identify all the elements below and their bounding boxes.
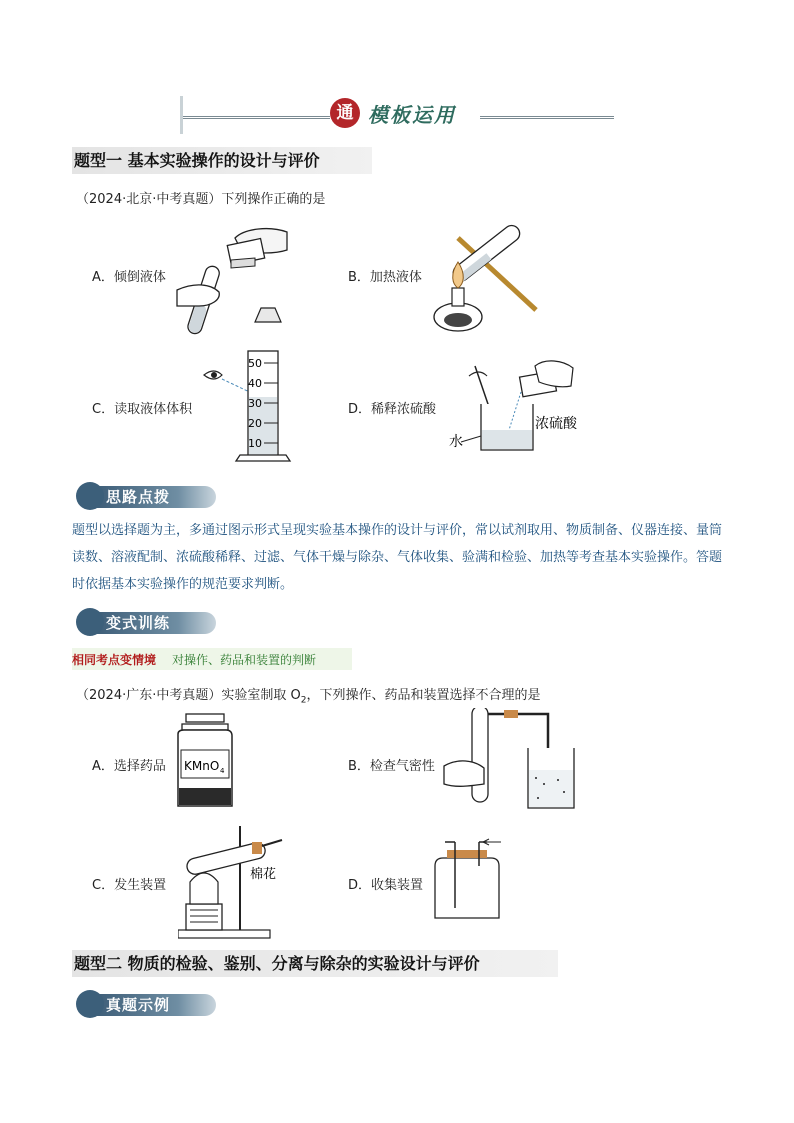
example-title: 真题示例: [106, 996, 171, 1014]
banner-rule-right: [480, 116, 614, 119]
tag-text: 对操作、药品和装置的判断: [172, 653, 317, 667]
question-2-post: ，下列操作、药品和装置选择不合理的是: [306, 688, 541, 703]
option-c: C．读取液体体积: [92, 402, 193, 417]
cylinder-tick-label: 30: [248, 397, 262, 410]
figure-reagent-bottle: [172, 712, 238, 812]
figure-heating-liquid: [418, 222, 548, 337]
cylinder-tick-label: 10: [248, 437, 262, 450]
flask-icon: [76, 608, 104, 636]
banner-badge: [330, 98, 470, 130]
tag-label: 相同考点变情境: [72, 653, 157, 667]
scenario-tag: [72, 648, 352, 670]
page-banner: [180, 96, 614, 134]
label-water: 水: [449, 434, 463, 450]
practice-option-a: A．选择药品: [92, 759, 166, 774]
figure-collection-bottle: [425, 836, 515, 922]
question-2-sub: 2: [300, 695, 307, 706]
figure-diluting-acid: [445, 358, 595, 458]
option-d: D．稀释浓硫酸: [348, 402, 437, 417]
question-2: [76, 684, 540, 706]
label-concentrated-acid: 浓硫酸: [535, 416, 577, 432]
banner-title: 模板运用: [368, 103, 456, 127]
badge-seal-icon: 通: [330, 98, 360, 128]
practice-option-c: C．发生装置: [92, 878, 167, 893]
question-1: （2024·北京·中考真题）下列操作正确的是: [76, 192, 326, 207]
practice-header: [76, 610, 222, 636]
practice-option-d: D．收集装置: [348, 878, 424, 893]
cylinder-tick-label: 20: [248, 417, 262, 430]
flask-icon: [76, 482, 104, 510]
figure-airtightness-check: [440, 708, 580, 816]
question-2-pre: （2024·广东·中考真题）实验室制取 O: [76, 688, 301, 703]
flask-icon: [76, 990, 104, 1018]
banner-rule-left: [180, 116, 330, 119]
tips-header: [76, 484, 222, 510]
figure-pouring-liquid: [175, 220, 295, 345]
cylinder-tick-label: 50: [248, 357, 262, 370]
label-cotton: 棉花: [250, 867, 277, 882]
practice-option-b: B．检查气密性: [348, 759, 435, 774]
section-heading-1: 题型一 基本实验操作的设计与评价: [72, 147, 372, 174]
banner-edge: [180, 96, 183, 134]
tips-title: 思路点拨: [106, 488, 171, 506]
bottle-label: KMnO: [184, 759, 220, 773]
bottle-label-sub: 4: [220, 767, 225, 775]
figure-reading-cylinder: [200, 345, 300, 470]
figure-generator-apparatus: [178, 822, 288, 940]
cylinder-tick-label: 40: [248, 377, 262, 390]
tips-paragraph: 题型以选择题为主，多通过图示形式呈现实验基本操作的设计与评价，常以试剂取用、物质制备、仪器连接、量筒读数、溶液配制、浓硫酸稀释、过滤、气体干燥与除杂、气体收集、验满和检验、加热等考查基本实验操作。答题时依据基本实验操作的规范要求判断。: [72, 523, 723, 592]
section-heading-2: 题型二 物质的检验、鉴别、分离与除杂的实验设计与评价: [72, 950, 558, 977]
example-header: [76, 992, 222, 1018]
option-b: B．加热液体: [348, 270, 422, 285]
option-a: A．倾倒液体: [92, 270, 166, 285]
practice-title: 变式训练: [106, 614, 171, 632]
